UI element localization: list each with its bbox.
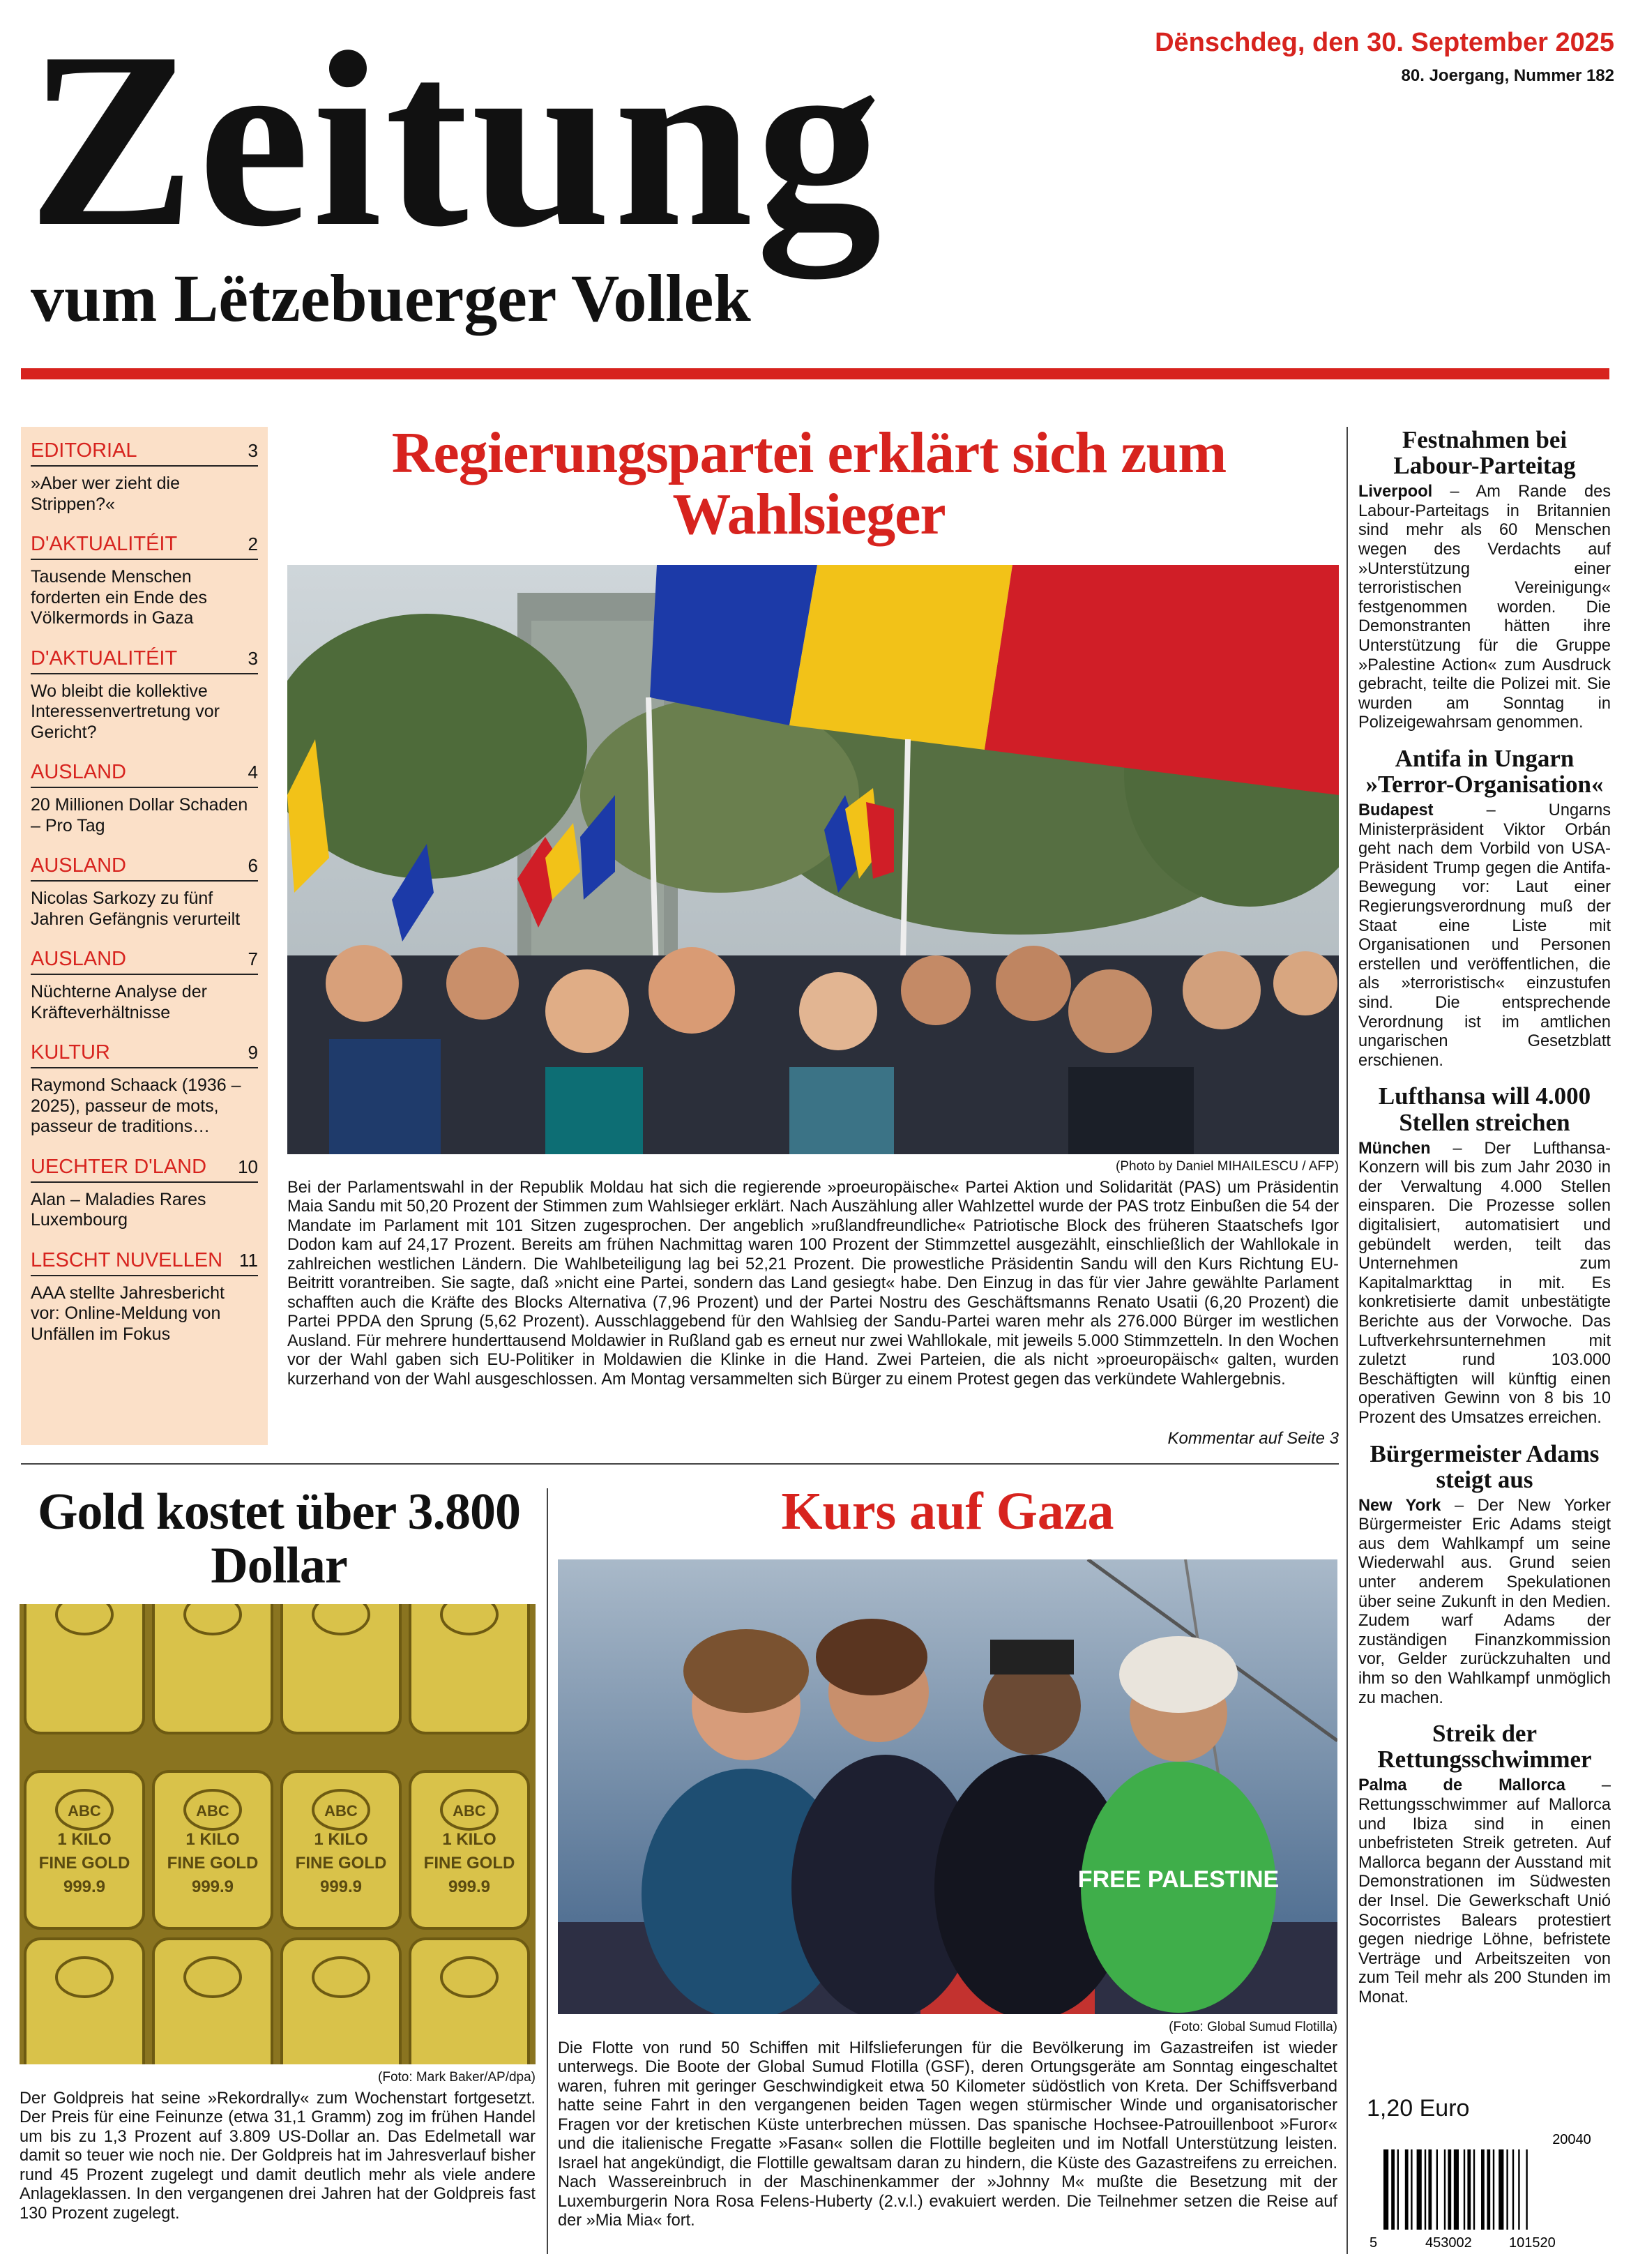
toc-section-label: D'AKTUALITÉIT — [31, 533, 178, 555]
toc-item-header — [31, 533, 258, 560]
brief-headline: Lufthansa will 4.000 Stellen streichen — [1378, 1082, 1591, 1136]
toc-page-number: 10 — [238, 1156, 258, 1177]
barcode-line — [1397, 2149, 1399, 2230]
lead-photo[interactable] — [287, 565, 1339, 1154]
toc-page-number: 3 — [248, 647, 258, 669]
lead-photo-caption: (Photo by Daniel MIHAILESCU / AFP) — [1116, 1159, 1339, 1174]
news-brief[interactable] — [1358, 1441, 1611, 1709]
gaza-photo-caption: (Foto: Global Sumud Flotilla) — [1169, 2020, 1337, 2034]
lead-headline[interactable]: Regierungspartei erklärt sich zum Wahlsieger — [391, 421, 1227, 547]
masthead-subtitle: vum Lëtzebuerger Vollek — [31, 261, 751, 335]
gold-bar-stamp: ABC — [196, 1802, 229, 1820]
barcode-line — [1464, 2149, 1465, 2230]
gold-bar-stamp: 1 KILO — [442, 1830, 496, 1849]
brief-headline: Festnahmen bei Labour-Parteitag — [1393, 426, 1576, 480]
brief-dateline: Palma de Mallorca — [1358, 1776, 1565, 1795]
brief-body — [1358, 801, 1611, 1071]
gold-bar — [282, 1771, 400, 1928]
brief-body — [1358, 1497, 1611, 1709]
toc-item-header — [31, 1156, 258, 1183]
toc-teaser: Wo bleibt die kollektive Interessenvertretung vor Gericht? — [31, 681, 220, 742]
issue-number: 80. Joergang, Nummer 182 — [1401, 66, 1614, 85]
toc-page-number: 7 — [248, 948, 258, 969]
toc-item[interactable] — [31, 1249, 258, 1345]
toc-section-label: KULTUR — [31, 1041, 110, 1064]
brief-headline: Bürgermeister Adams steigt aus — [1370, 1439, 1600, 1493]
toc-item[interactable] — [31, 1156, 258, 1231]
toc-teaser: Tausende Menschen forderten ein Ende des Völkermords in Gaza — [31, 567, 207, 628]
barcode-line — [1499, 2149, 1503, 2230]
toc-teaser: Nüchterne Analyse der Kräfteverhältnisse — [31, 982, 207, 1022]
barcode-line — [1473, 2149, 1475, 2230]
toc-section-label: AUSLAND — [31, 761, 126, 783]
gold-bar-stamp: FINE GOLD — [423, 1854, 515, 1873]
gold-bar-stamp: 1 KILO — [314, 1830, 368, 1849]
gold-bar — [25, 1604, 144, 1733]
gold-bar-stamp: 999.9 — [191, 1877, 234, 1896]
barcode-line — [1454, 2149, 1459, 2230]
barcode-line — [1518, 2149, 1519, 2230]
news-briefs-column — [1358, 427, 1611, 2020]
masthead-rule — [21, 368, 1609, 379]
barcode-line — [1411, 2149, 1412, 2230]
barcode-line — [1428, 2149, 1432, 2230]
barcode-line — [1444, 2149, 1446, 2230]
news-brief[interactable] — [1358, 1083, 1611, 1428]
toc-item[interactable] — [31, 761, 258, 836]
issue-date: Dënschdeg, den 30. September 2025 — [1155, 28, 1614, 57]
gold-bar-stamp: 999.9 — [63, 1877, 106, 1896]
barcode-line — [1436, 2149, 1438, 2230]
gold-bar-stamp: 1 KILO — [57, 1830, 112, 1849]
toc-section-label: D'AKTUALITÉIT — [31, 647, 178, 670]
toc-item-header — [31, 647, 258, 674]
brief-headline: Streik der Rettungsschwimmer — [1377, 1720, 1592, 1774]
brief-text: – Ungarns Ministerpräsident Viktor Orbán geht nach dem Vorbild von USA-Präsident Trump gegen die Antifa-Bewegung vor: Laut einer Regierungsverordnung muß der Staat eine Liste mit Organisationen und Personen erstellen und veröffentlichen, die als »terroristisch« einzustufen sind. Die entsprechende Verordnung ist im amtlichen ungarischen Gesetzblatt erschienen. — [1358, 801, 1611, 1070]
news-brief[interactable] — [1358, 746, 1611, 1071]
barcode-line — [1383, 2149, 1388, 2230]
gaza-photo[interactable] — [558, 1559, 1337, 2014]
barcode-line — [1481, 2149, 1485, 2230]
toc-section-label: LESCHT NUVELLEN — [31, 1248, 223, 1271]
gold-bar-stamp: ABC — [324, 1802, 358, 1820]
barcode-line — [1417, 2149, 1422, 2230]
brief-body — [1358, 1776, 1611, 2007]
brief-body — [1358, 1140, 1611, 1428]
toc-item[interactable] — [31, 948, 258, 1023]
gold-bar — [410, 1939, 529, 2064]
masthead-title: Zeitung — [28, 0, 885, 278]
toc-item-header — [31, 761, 258, 788]
brief-dateline: New York — [1358, 1496, 1441, 1515]
toc-page-number: 4 — [248, 762, 258, 783]
toc-item-header — [31, 948, 258, 975]
toc-item[interactable] — [31, 647, 258, 743]
fold-divider — [21, 1463, 1339, 1465]
brief-dateline: Liverpool — [1358, 483, 1433, 501]
toc-section-label: EDITORIAL — [31, 439, 137, 462]
toc-teaser: Alan – Maladies Rares Luxembourg — [31, 1189, 206, 1230]
brief-text: – Rettungsschwimmer auf Mallorca und Ibiza sind in einen unbefristeten Streik getreten. Auf Mallorca begann der Ausstand mit Demonstrationen im Südwesten der Insel. Die Gewerkschaft Unió Socorristes Balears protestiert gegen niedrige Löhne, befristete Verträge und Arbeitszeiten von zum Teil mehr als 200 Stunden im Monat. — [1358, 1776, 1611, 2006]
barcode-graphic — [1363, 2129, 1611, 2253]
barcode-line — [1493, 2149, 1494, 2230]
news-brief[interactable] — [1358, 427, 1611, 733]
barcode — [1363, 2129, 1611, 2253]
protest-flags-image — [287, 565, 1339, 1154]
gold-bar — [153, 1771, 272, 1928]
gold-bar-stamp: 999.9 — [448, 1877, 491, 1896]
flotilla-crew-image — [558, 1559, 1337, 2014]
gold-bar — [153, 1939, 272, 2064]
gold-bar — [282, 1939, 400, 2064]
gold-bar — [410, 1604, 529, 1733]
brief-dateline: München — [1358, 1139, 1431, 1158]
lead-comment-reference[interactable]: Kommentar auf Seite 3 — [1167, 1429, 1339, 1448]
toc-item-header — [31, 854, 258, 882]
gold-bar — [153, 1604, 272, 1733]
gaza-headline[interactable]: Kurs auf Gaza — [781, 1482, 1114, 1541]
bottom-stories-divider — [547, 1488, 548, 2254]
toc-teaser: Nicolas Sarkozy zu fünf Jahren Gefängnis verurteilt — [31, 889, 241, 929]
brief-text: – Der Lufthansa-Konzern will bis zum Jahr 2030 in der Verwaltung 4.000 Stellen einsparen. Die Prozesse sollen digitalisiert, automatisiert und gebündelt werden, teilt das Unternehmen zum Kapitalmarkttag in mit. Es konkretisierte damit unbestätigte Berichte aus der Vorwoche. Das Luftverkehrsunternehmen mit zuletzt rund 103.000 Beschäftigten will künftig einen operativen Gewinn von 8 bis 10 Prozent des Umsatzes erreichen. — [1358, 1139, 1611, 1427]
toc-item[interactable] — [31, 1041, 258, 1137]
barcode-line — [1425, 2149, 1426, 2230]
gold-bar-stamp: FINE GOLD — [167, 1854, 259, 1873]
lead-article-body: Bei der Parlamentswahl in der Republik Moldau hat sich die regierende »proeuropäische« Partei Aktion und Solidarität (PAS) um Präsidentin Maia Sandu mit 50,20 Prozent der Stimmen zum Wahlsieger erklärt. Nach Auszählung aller Wahlzettel wurde der PAS trotz Einbußen die 54 der Mandate im Parlament mit 101 Sitzen zugesprochen. Der angeblich »rußlandfreundliche« Patriotische Block des früheren Staatschefs Igor Dodon kam auf 24,17 Prozent. Bereits am frühen Nachmittag waren 100 Prozent der Stimmzettel ausgezählt, einschließlich der Wahllokale in zahlreichen westlichen Ländern. Die Wahlbeteiligung lag bei 52,21 Prozent. Die prowestliche Präsidentin Sandu will den Kurs Richtung EU-Beitritt vorantreiben. Sie sagte, daß »nicht eine Partei, sondern das Land gesiegt« habe. Den Einzug in das für vier Jahre gewählte Parlament schafften auch die Kräfte des Blocks Alternativa (7,96 Prozent) und der Partei Nostru des Geschäftsmanns Renato Usatii (6,20 Prozent) die Partei PPDA den Sprung (5,62 Prozent). Ausschlaggebend für den Wahlsieg der Sandu-Partei waren mehr als 276.000 Bürger im westlichen Ausland. Für mehrere hunderttausend Moldawier in Rußland gab es erneut nur zwei Wahllokale, mit jeweils 5.000 Stimmzetteln. In den Wochen vor der Wahl gaben sich EU-Politiker in Moldawien die Klinke in die Hand. Zwei Parteien, die als nicht »proeuropäisch« galten, wurden kurzerhand von der Wahl ausgeschlossen. Am Montag versammelten sich Bürger zu einem Protest gegen das verkündete Wahlergebnis. — [287, 1179, 1339, 1389]
toc-page-number: 11 — [239, 1249, 258, 1271]
barcode-line — [1512, 2149, 1514, 2230]
news-brief[interactable] — [1358, 1721, 1611, 2007]
barcode-right-digits: 101520 — [1509, 2235, 1556, 2251]
gold-bar-stamp: FINE GOLD — [38, 1854, 130, 1873]
toc-teaser: AAA stellte Jahresbericht vor: Online-Meldung von Unfällen im Fokus — [31, 1283, 225, 1344]
brief-body — [1358, 483, 1611, 733]
toc-page-number: 3 — [248, 440, 258, 461]
gold-photo[interactable] — [20, 1604, 536, 2064]
gold-photo-caption: (Foto: Mark Baker/AP/dpa) — [378, 2070, 536, 2085]
toc-page-number: 2 — [248, 534, 258, 554]
barcode-line — [1506, 2149, 1508, 2230]
toc-teaser: »Aber wer zieht die Strippen?« — [31, 474, 181, 514]
toc-teaser: Raymond Schaack (1936 – 2025), passeur de mots, passeur de traditions… — [31, 1075, 241, 1136]
toc-section-label: AUSLAND — [31, 854, 126, 877]
toc-item[interactable] — [31, 533, 258, 629]
gold-bar-stamp: ABC — [68, 1802, 101, 1820]
barcode-top-number: 20040 — [1552, 2132, 1591, 2147]
toc-page-number: 6 — [248, 855, 258, 876]
toc-item-header — [31, 439, 258, 467]
barcode-line — [1405, 2149, 1409, 2230]
toc-section-label: AUSLAND — [31, 948, 126, 970]
shirt-text: FREE PALESTINE — [1077, 1866, 1280, 1893]
table-of-contents — [21, 427, 268, 1445]
gold-bars-image — [20, 1604, 536, 2064]
toc-page-number: 9 — [248, 1042, 258, 1063]
barcode-line — [1526, 2149, 1527, 2230]
brief-dateline: Budapest — [1358, 801, 1434, 820]
gaza-article-body: Die Flotte von rund 50 Schiffen mit Hilfslieferungen für die Bevölkerung im Gazastreifen ist wieder unterwegs. Die Boote der Global Sumud Flotilla (GSF), deren Ortungsgeräte am Sonntag eingeschaltet waren, fuhren mit geringer Geschwindigkeit etwa 50 Kilometer südöstlich von Kreta. Der Schiffsverband hatte seine Fahrt in den vergangenen beiden Tagen wegen stürmischer Winde und organisatorischer Fragen vor der kretischen Küste unterbrechen müssen. Das spanische Hochsee-Patrouillenboot »Furor« und die italienische Fregatte »Fasan« sollen die Flottille begleiten und im Notfall Unterstützung leisten. Israel hat angekündigt, die Flottille gewaltsam daran zu hindern, die Küste des Gazastreifens zu erreichen. Nach Wassereinbruch in der Maschinenkammer der »Johnny M« mußte die Besetzung mit der Luxemburgerin Nora Rosa Felens-Huberty (2.v.l.) evakuiert werden. Die Teilnehmer setzen die Reise auf der »Mia Mia« fort. — [558, 2039, 1337, 2230]
right-column-divider — [1346, 427, 1348, 2254]
barcode-line — [1467, 2149, 1471, 2230]
cover-price: 1,20 Euro — [1367, 2095, 1470, 2122]
gold-bar-stamp: FINE GOLD — [295, 1854, 387, 1873]
barcode-left-digit: 5 — [1370, 2235, 1378, 2251]
gold-headline[interactable]: Gold kostet über 3.800 Dollar — [37, 1483, 521, 1594]
toc-item-header — [31, 1041, 258, 1068]
toc-item[interactable] — [31, 439, 258, 515]
gold-bar — [25, 1771, 144, 1928]
brief-text: – Der New Yorker Bürgermeister Eric Adams steigt aus dem Wahlkampf um seine Wiederwahl aus. Grund seien unter anderem Spekulationen über seine Zukunft in den Medien. Zudem warf Adams der zuständigen Finanzkommission vor, Gelder zurückzuhalten und ihm so den Wahlkampf unmöglich zu machen. — [1358, 1496, 1611, 1707]
toc-item[interactable] — [31, 854, 258, 930]
gold-bar-stamp: ABC — [453, 1802, 486, 1820]
toc-section-label: UECHTER D'LAND — [31, 1155, 207, 1178]
barcode-line — [1487, 2149, 1490, 2230]
barcode-mid-digits: 453002 — [1425, 2235, 1472, 2251]
gold-article-body: Der Goldpreis hat seine »Rekordrally« zum Wochenstart fortgesetzt. Der Preis für eine Feinunze (etwa 31,1 Gramm) zog im frühen Handel um bis zu 1,3 Prozent auf 3.809 US-Dollar an. Das Edelmetall war damit so teuer wie noch nie. Der Goldpreis hat im Jahresverlauf bisher rund 45 Prozent zugelegt und damit deutlich mehr als viele andere Anlageklassen. In den vergangenen drei Jahren hat der Goldpreis fast 130 Prozent zugelegt. — [20, 2089, 536, 2223]
toc-item-header — [31, 1249, 258, 1276]
brief-text: – Am Rande des Labour-Parteitags in Britannien sind mehr als 60 Menschen wegen des Verdachts auf »Unterstützung einer terroristischen Vereinigung« festgenommen worden. Die Demonstranten hätten ihre Unterstützung für die Gruppe »Palestine Action« zum Ausdruck gebracht, teilte die Polizei mit. Sie wurden am Sonntag in Polizeigewahrsam genommen. — [1358, 483, 1611, 732]
toc-teaser: 20 Millionen Dollar Schaden – Pro Tag — [31, 795, 248, 836]
barcode-line — [1391, 2149, 1395, 2230]
gold-bar — [282, 1604, 400, 1733]
gold-bar-stamp: 1 KILO — [185, 1830, 240, 1849]
gold-bar-stamp: 999.9 — [319, 1877, 363, 1896]
gold-bar — [410, 1771, 529, 1928]
gold-bar — [25, 1939, 144, 2064]
barcode-line — [1448, 2149, 1451, 2230]
brief-headline: Antifa in Ungarn »Terror-Organisation« — [1365, 744, 1604, 798]
